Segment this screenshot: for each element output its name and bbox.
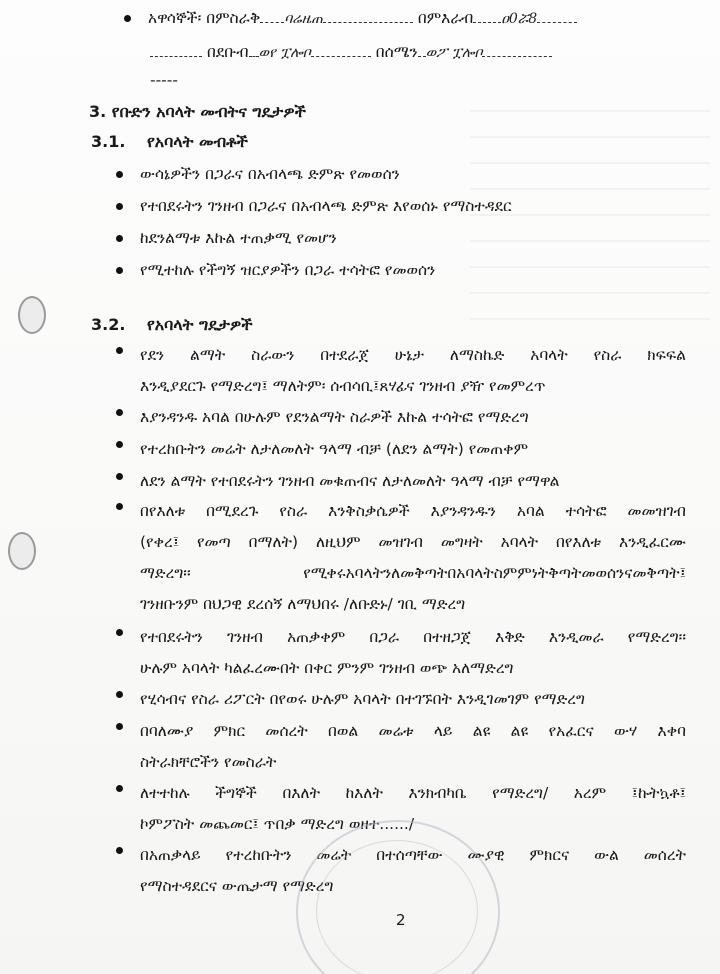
east-label: በምስራቅ bbox=[206, 9, 261, 27]
duty-item-3: የተረከቡትን መሬት ለታለመለት ዓላማ ብቻ (ለደን ልማት) የመጠቀም bbox=[140, 434, 686, 465]
section-heading: 3. የቡድን አባላት መብትና ግዴታዎች bbox=[89, 102, 306, 121]
duty-item-1: የደን ልማት ስራውን በተደራጀ ሁኔታ ለማስኬድ አባላት የስራ ክፍፍል እንዲያደርጉ የማድረግ፤ ማለትም፡ ሰብሳቢ፤ጸሃፊና ገንዘብ ያዥ የመምረጥ bbox=[140, 340, 686, 402]
west-label: በምእራብ bbox=[417, 9, 474, 27]
rights-item-3: ከደንልማቱ እኩል ተጠቃሚ የመሆን bbox=[140, 229, 337, 247]
east-value: ባሬዜጠ bbox=[284, 11, 323, 27]
rights-item-1: ውሳኔዎችን በጋራና በአብላጫ ድምጽ የመወሰን bbox=[140, 165, 400, 183]
subsection-title-2: የአባላት ግዴታዎች bbox=[147, 315, 253, 334]
punch-hole-bottom bbox=[8, 532, 36, 570]
south-value: ወየ ፗሎቦ bbox=[258, 45, 311, 61]
subsection-title-1: የአባላት መብቶች bbox=[147, 132, 248, 151]
official-stamp-inner-ring bbox=[316, 840, 478, 974]
boundaries-line-1 bbox=[148, 8, 577, 29]
subsection-number-2: 3.2. bbox=[91, 315, 126, 334]
duty-item-6: የተበደሩትን ገንዘብ አጠቃቀም በጋራ በተዘጋጀ እቅድ እንዲመራ የማድረግ፡፡ ሁሉም አባላት ካልፈረሙበት በቀር ምንም ገንዘብ ወጭ አለማድረግ bbox=[140, 622, 686, 684]
duty-item-5: በየእለቱ በሚደረጉ የስራ እንቅስቃሴዎች እያንዳንዱን አባል ተሳትፎ መመዝገብ (የቀረ፤ የመጣ በማለት) ለዚህም መዝገብ መግዛት አባላት በየእለቱ እንዲፈርሙ ማድረግ፡፡ የሚቀሩአባላትንለመቅጣትበአባላትስምምነትቅጣትመወሰንናመቅጣት፤ ገንዘቡንም በህጋዊ ደረሰኝ ለማህበሩ /ለቡድኑ/ ገቢ ማድረግ bbox=[140, 496, 686, 620]
boundaries-label: አዋሳኞች፡ bbox=[148, 9, 202, 27]
boundaries-trailing: ----- bbox=[150, 71, 178, 89]
duty-item-7: የሂሳብና የስራ ሪፖርት በየወሩ ሁሉም አባላት በተገኙበት እንዲገመገም የማድረግ bbox=[140, 684, 686, 715]
page-number: 2 bbox=[396, 911, 406, 929]
north-value: ወፖ ፗሎቦ bbox=[425, 45, 483, 61]
rights-item-2: የተበደሩትን ገንዘብ በጋራና በአብላጫ ድምጽ እየወሰኑ የማስተዳደር bbox=[140, 197, 512, 215]
duty-item-9: ለተተከሉ ችግኞች በእለት ከእለት እንክብካቤ የማድረግ/ አረም ፤ኩትኳቶ፤ ኮምፖስት መጨመር፤ ጥበቃ ማድረግ ወዘተ....../ bbox=[140, 778, 686, 840]
rights-item-4: የሚተከሉ የችግኝ ዝርያዎችን በጋራ ተሳትፎ የመወሰን bbox=[140, 261, 436, 279]
north-label: በሰሜን bbox=[375, 43, 418, 61]
subsection-number-1: 3.1. bbox=[91, 132, 126, 151]
duty-item-4: ለደን ልማት የተበደሩትን ገንዘብ መቁጠብና ለታለመለት ዓላማ ብቻ የማዋል bbox=[140, 466, 686, 497]
south-label: በደቡብ bbox=[206, 43, 249, 61]
duty-item-8: በባለሙያ ምክር መሰረት በወል መሬቱ ላይ ልዩ ልዩ የአፈርና ውሃ እቀባ ስትራክቸሮችን የመስራት bbox=[140, 716, 686, 778]
duty-item-10: በአጠቃላይ የተረከቡትን መሬት በተሰጣቸው ሙያዊ ምክርና ውል መሰረት የማስተዳደርና ውጤታማ የማድረግ bbox=[140, 840, 686, 902]
duty-item-2: እያንዳንዱ አባል በሁሉም የደንልማት ስራዎች እኩል ተሳትፎ የማድረግ bbox=[140, 402, 686, 433]
punch-hole-top bbox=[18, 296, 46, 334]
west-value: ዐ0ሯ8 bbox=[501, 11, 538, 27]
boundaries-line-2 bbox=[150, 42, 552, 63]
